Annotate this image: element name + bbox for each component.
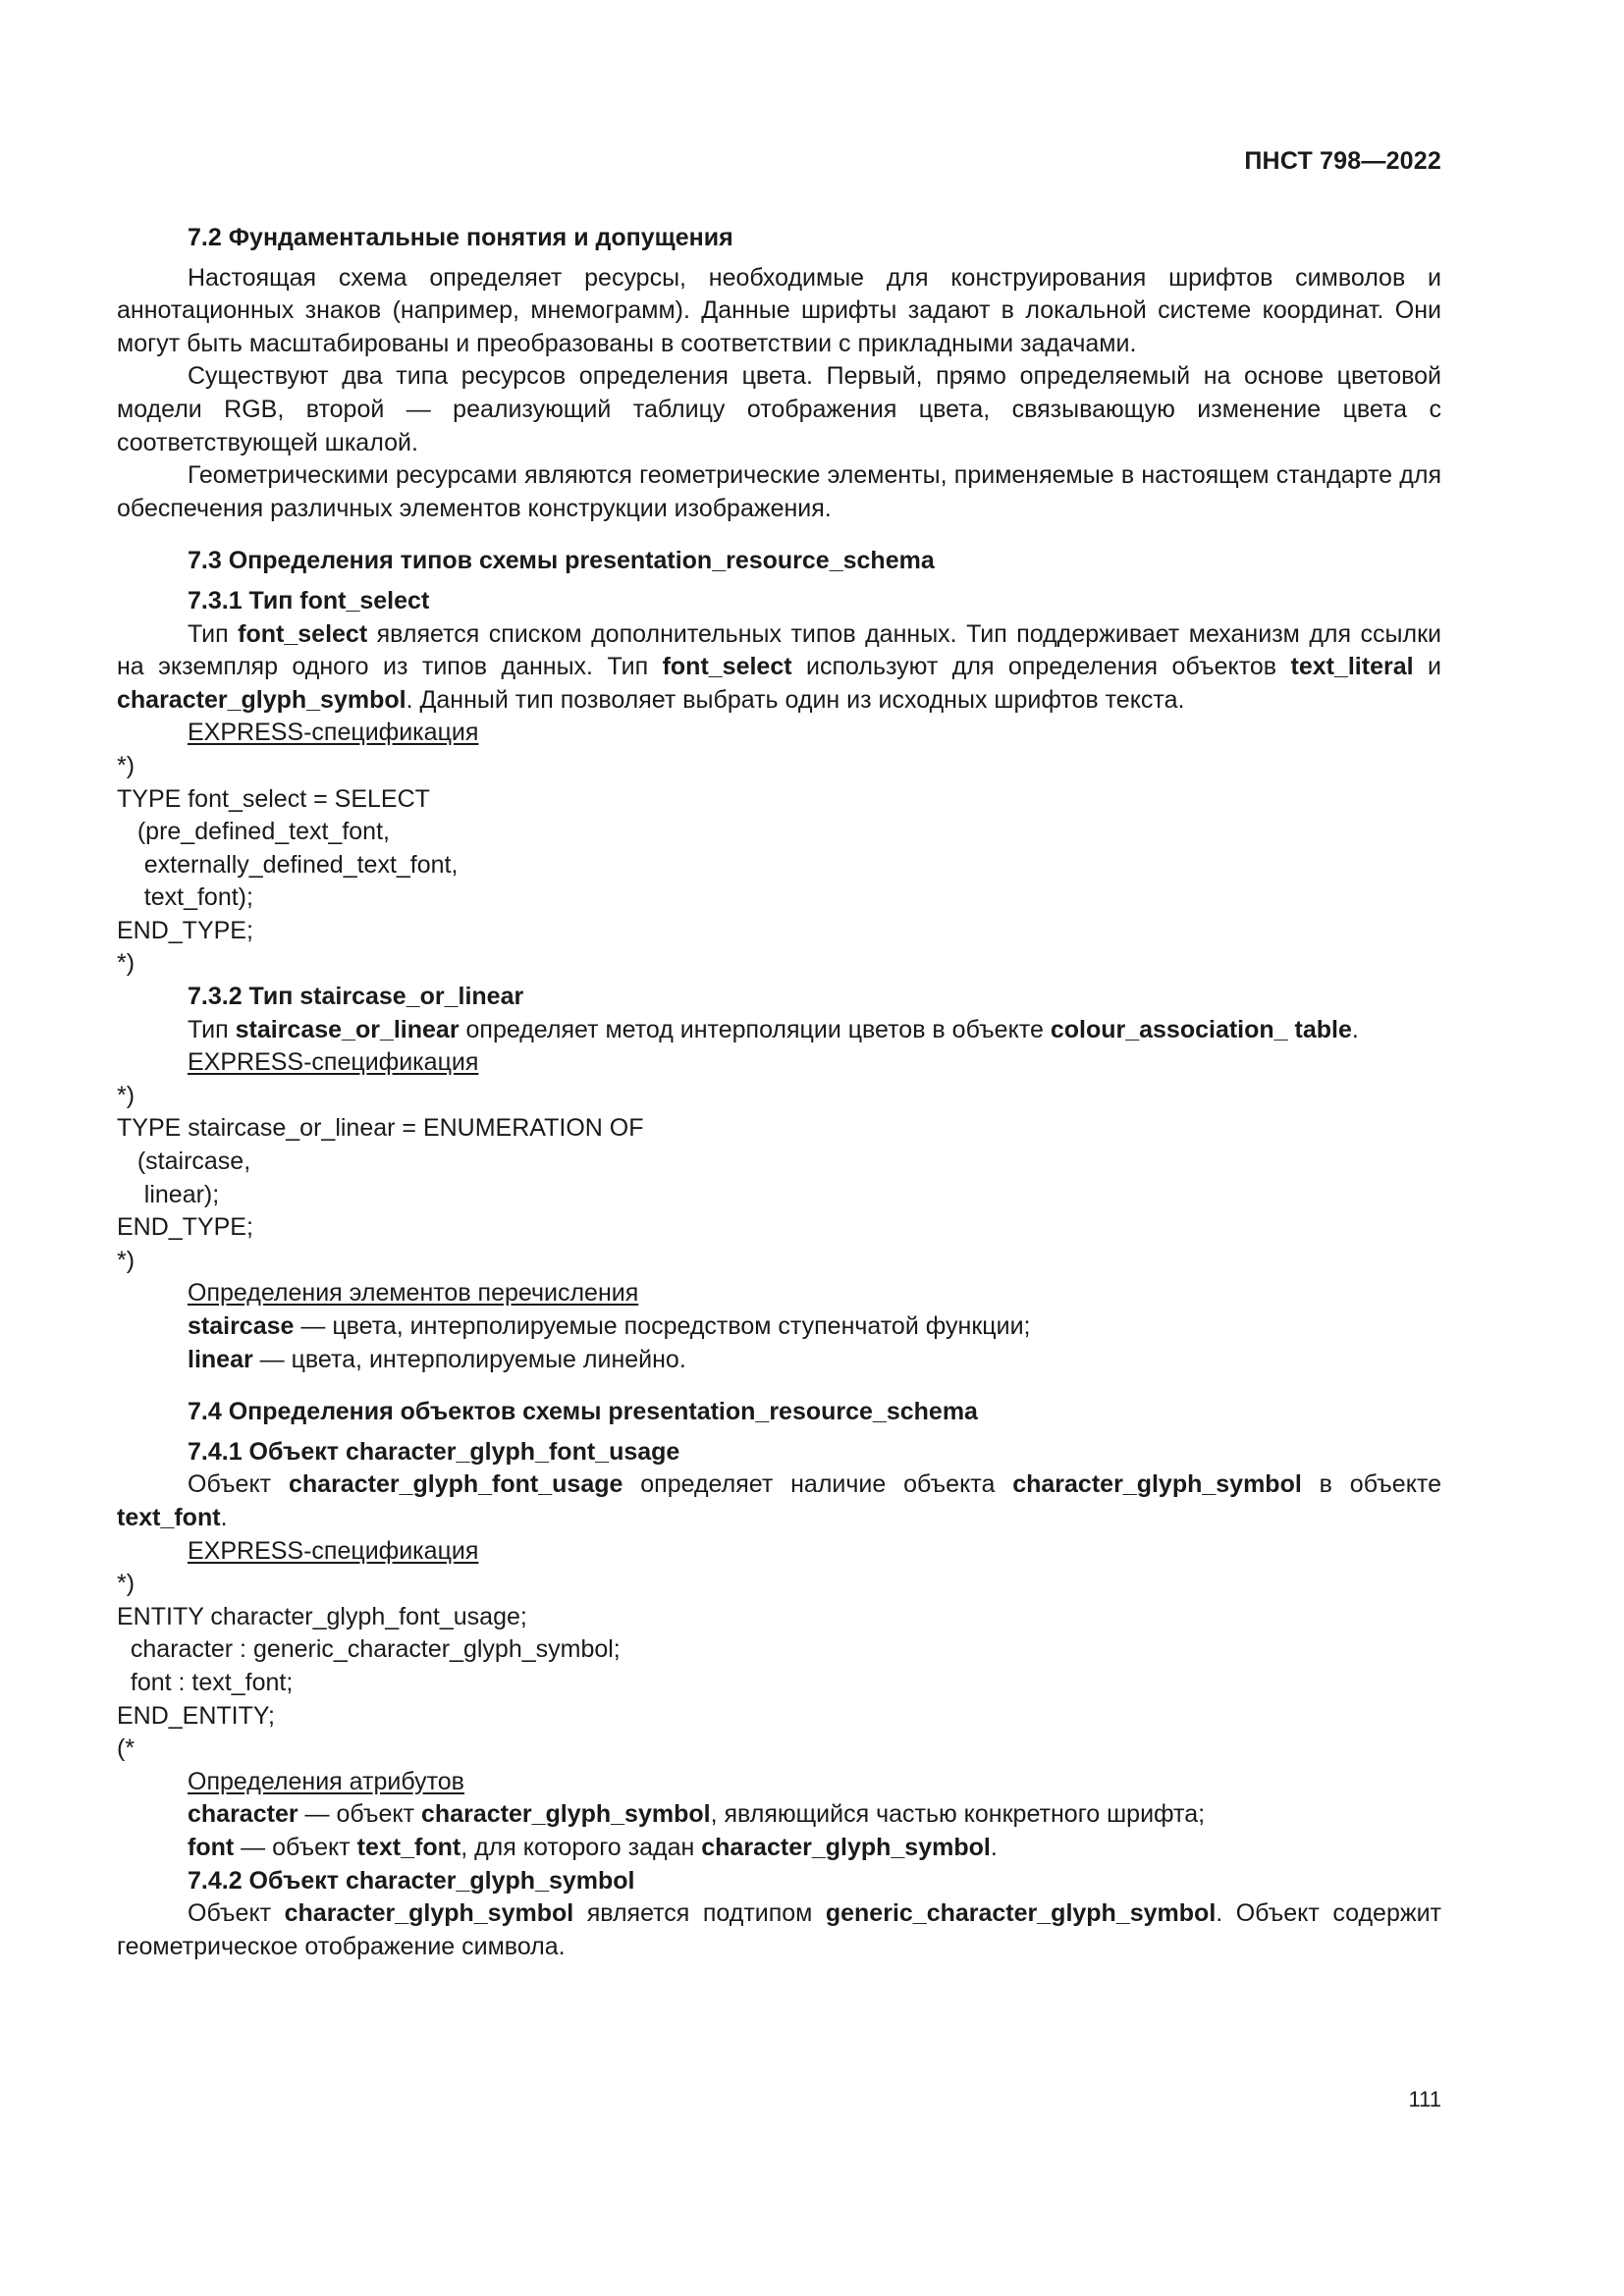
code-line: *) <box>117 1570 135 1598</box>
paragraph: Геометрическими ресурсами являются геометрические элементы, применяемые в настоящем стандарте для обеспечения различных элементов конструкции изображения. <box>117 461 1441 522</box>
text-run: Тип <box>188 1015 236 1043</box>
bold-term: text_font <box>356 1833 461 1861</box>
bold-term: character_glyph_symbol <box>701 1833 991 1861</box>
text-run: используют для определения объектов <box>791 653 1291 681</box>
express-code-block <box>117 1080 1441 1278</box>
code-line: END_TYPE; <box>117 916 253 944</box>
attribute-item <box>117 1832 1441 1865</box>
bold-term: character_glyph_symbol <box>421 1800 711 1829</box>
bold-term: staircase_or_linear <box>235 1015 460 1043</box>
section-7-3-heading: 7.3 Определения типов схемы presentation_resource_schema <box>188 547 935 575</box>
bold-term: character_glyph_symbol <box>1012 1470 1302 1499</box>
bold-term: font_select <box>662 653 792 681</box>
code-line: text_font); <box>117 883 253 912</box>
bold-term: text_literal <box>1290 653 1414 681</box>
section-7-2-heading: 7.2 Фундаментальные понятия и допущения <box>188 224 733 251</box>
express-spec-label: EXPRESS-спецификация <box>188 719 479 747</box>
attribute-item <box>117 1798 1441 1832</box>
bold-term: character_glyph_symbol <box>284 1899 574 1928</box>
section-7-4-heading: 7.4 Определения объектов схемы presentation_resource_schema <box>188 1398 978 1426</box>
code-line: (pre_defined_text_font, <box>117 818 390 846</box>
text-run: — объект <box>298 1800 422 1829</box>
bold-term: character_glyph_symbol <box>117 685 406 714</box>
text-run: — цвета, интерполируемые линейно. <box>252 1345 686 1373</box>
subsection-7-4-1-heading: 7.4.1 Объект character_glyph_font_usage <box>188 1437 680 1466</box>
express-code-block <box>117 1568 1441 1766</box>
enum-definitions-label: Определения элементов перечисления <box>188 1279 639 1308</box>
text-run: в объекте <box>1301 1470 1442 1499</box>
text-run: Тип <box>188 619 239 648</box>
enum-item <box>117 1310 1441 1344</box>
code-line: (* <box>117 1735 135 1763</box>
bold-term: colour_association_ table <box>1050 1015 1352 1043</box>
paragraph <box>117 1468 1441 1534</box>
code-line: character : generic_character_glyph_symbol; <box>117 1635 621 1664</box>
text-run: определяет наличие объекта <box>623 1470 1013 1499</box>
code-line: END_ENTITY; <box>117 1701 275 1730</box>
code-line: *) <box>117 751 135 779</box>
code-line: (staircase, <box>117 1148 251 1176</box>
code-line: *) <box>117 1246 135 1274</box>
subsection-7-3-2-heading: 7.3.2 Тип staircase_or_linear <box>188 983 524 1011</box>
paragraph <box>117 1014 1441 1047</box>
text-run: является подтипом <box>573 1899 826 1928</box>
text-run: определяет метод интерполяции цветов в объекте <box>459 1015 1051 1043</box>
paragraph: Существуют два типа ресурсов определения цвета. Первый, прямо определяемый на основе цветовой модели RGB, второй — реализующий таблицу отображения цвета, связывающую изменение цвета с соответствующей шкалой. <box>117 362 1441 456</box>
code-line: font : text_font; <box>117 1668 294 1696</box>
text-run: , для которого задан <box>460 1833 702 1861</box>
express-spec-label: EXPRESS-спецификация <box>188 1048 479 1077</box>
bold-term: character_glyph_font_usage <box>289 1470 623 1499</box>
code-line: END_TYPE; <box>117 1213 253 1242</box>
express-code-block <box>117 750 1441 981</box>
text-run: . Объект содержит геометрическое отображение символа. <box>117 1899 1441 1960</box>
code-line: linear); <box>117 1180 220 1208</box>
bold-term: text_font <box>117 1503 221 1531</box>
text-run: . <box>220 1503 228 1531</box>
text-run: — цвета, интерполируемые посредством ступенчатой функции; <box>294 1312 1031 1340</box>
text-run: является списком дополнительных типов данных. Тип поддерживает механизм для ссылки на экземпляр одного из типов данных. Тип <box>117 619 1441 681</box>
code-line: ENTITY character_glyph_font_usage; <box>117 1602 527 1630</box>
bold-term: generic_character_glyph_symbol <box>825 1899 1217 1928</box>
bold-term: linear <box>188 1345 253 1373</box>
subsection-7-3-1-heading: 7.3.1 Тип font_select <box>188 586 430 614</box>
enum-item <box>117 1344 1441 1377</box>
attribute-definitions-label: Определения атрибутов <box>188 1767 464 1795</box>
bold-term: character <box>188 1800 298 1829</box>
paragraph <box>117 618 1441 718</box>
bold-term: staircase <box>188 1312 295 1340</box>
paragraph: Настоящая схема определяет ресурсы, необходимые для конструирования шрифтов символов и аннотационных знаков (например, мнемограмм). Данные шрифты задают в локальной системе координат. Они могут быть масштабированы и преобразованы в соответствии с прикладными задачами. <box>117 263 1441 357</box>
code-line: *) <box>117 949 135 978</box>
text-run: . <box>990 1833 998 1861</box>
paragraph <box>117 1897 1441 1963</box>
page-content <box>117 222 1441 1963</box>
express-spec-label: EXPRESS-спецификация <box>188 1536 479 1565</box>
code-line: TYPE staircase_or_linear = ENUMERATION OF <box>117 1114 644 1143</box>
code-line: *) <box>117 1081 135 1109</box>
text-run: , являющийся частью конкретного шрифта; <box>710 1800 1206 1829</box>
text-run: . <box>1351 1015 1359 1043</box>
bold-term: font_select <box>238 619 368 648</box>
subsection-7-4-2-heading: 7.4.2 Объект character_glyph_symbol <box>188 1866 635 1895</box>
code-line: externally_defined_text_font, <box>117 850 459 879</box>
text-run: Объект <box>188 1899 285 1928</box>
code-line: TYPE font_select = SELECT <box>117 784 430 813</box>
text-run: . Данный тип позволяет выбрать один из исходных шрифтов текста. <box>406 685 1185 714</box>
standard-id-header: ПНСТ 798—2022 <box>1244 147 1441 175</box>
bold-term: font <box>188 1833 235 1861</box>
text-run: Объект <box>188 1470 289 1499</box>
page-number: 111 <box>1408 2087 1441 2111</box>
text-run: и <box>1413 653 1441 681</box>
text-run: — объект <box>234 1833 357 1861</box>
